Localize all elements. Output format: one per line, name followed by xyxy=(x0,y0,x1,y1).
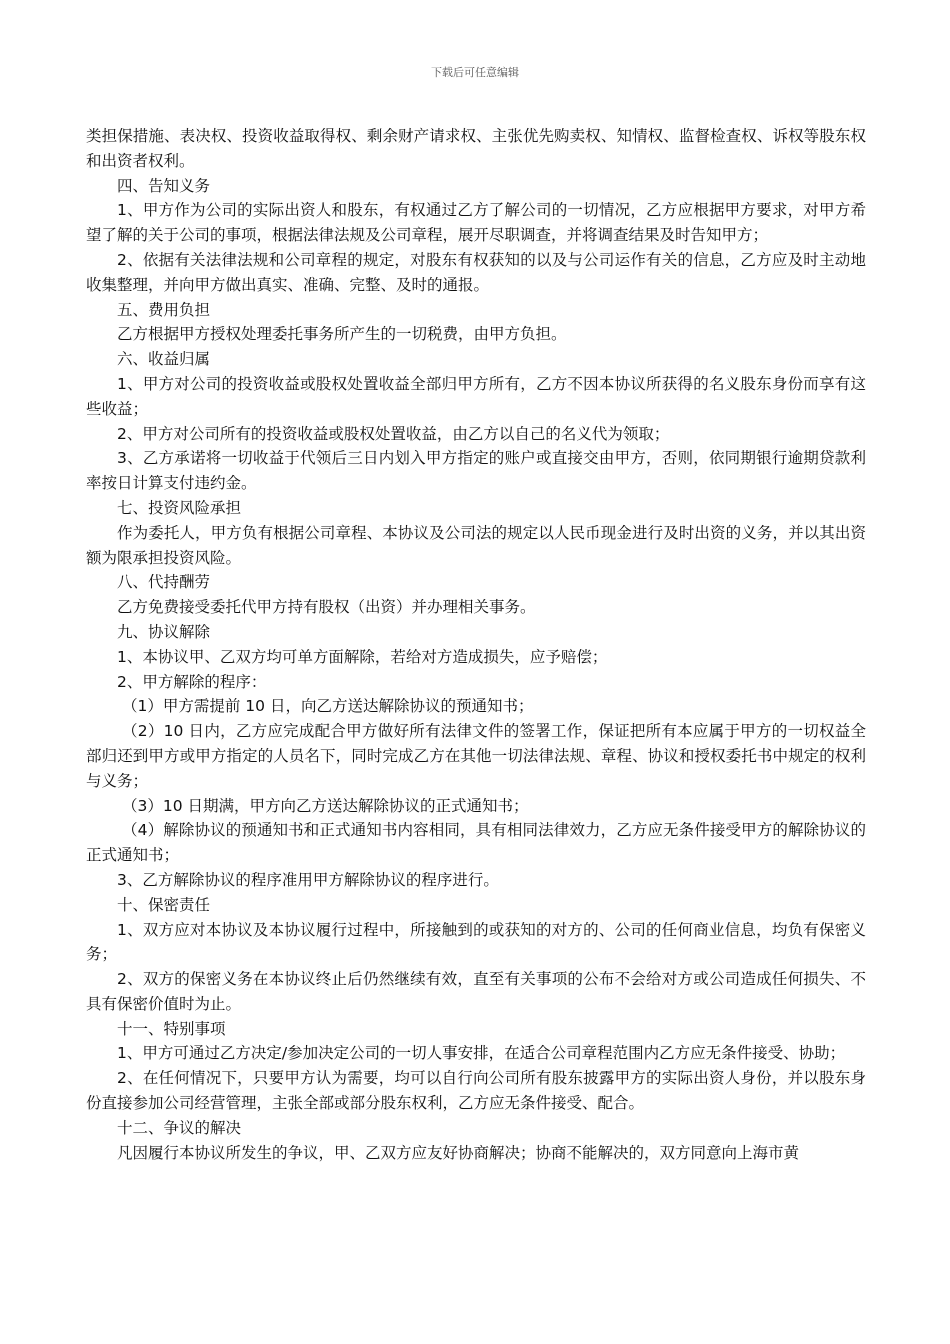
document-paragraph: 3、乙方承诺将一切收益于代领后三日内划入甲方指定的账户或直接交由甲方，否则，依同期银行逾期贷款利率按日计算支付违约金。 xyxy=(86,449,866,493)
document-paragraph: 1、双方应对本协议及本协议履行过程中，所接触到的或获知的对方的、公司的任何商业信息，均负有保密义务； xyxy=(86,920,866,964)
document-paragraph: 六、收益归属 xyxy=(117,350,211,369)
document-paragraph: 2、甲方对公司所有的投资收益或股权处置收益，由乙方以自己的名义代为领取； xyxy=(117,424,670,443)
document-paragraph: 九、协议解除 xyxy=(117,622,211,641)
document-paragraph: （3）10 日期满，甲方向乙方送达解除协议的正式通知书； xyxy=(122,796,529,815)
document-paragraph: 2、依据有关法律法规和公司章程的规定，对股东有权获知的以及与公司运作有关的信息，乙方应及时主动地收集整理，并向甲方做出真实、准确、完整、及时的通报。 xyxy=(86,250,866,294)
document-paragraph: 乙方根据甲方授权处理委托事务所产生的一切税费，由甲方负担。 xyxy=(117,325,567,344)
document-paragraph: 十一、特别事项 xyxy=(117,1019,226,1038)
page-header-note: 下载后可任意编辑 xyxy=(431,66,519,79)
document-paragraph: （1）甲方需提前 10 日，向乙方送达解除协议的预通知书； xyxy=(122,697,534,716)
document-paragraph: 1、甲方对公司的投资收益或股权处置收益全部归甲方所有，乙方不因本协议所获得的名义股东身份而享有这些收益； xyxy=(86,374,866,418)
document-paragraph: 十、保密责任 xyxy=(117,895,211,914)
document-paragraph: 乙方免费接受委托代甲方持有股权（出资）并办理相关事务。 xyxy=(117,598,536,617)
document-paragraph: 类担保措施、表决权、投资收益取得权、剩余财产请求权、主张优先购卖权、知情权、监督检查权、诉权等股东权和出资者权利。 xyxy=(86,127,866,170)
document-paragraph: 2、双方的保密义务在本协议终止后仍然继续有效，直至有关事项的公布不会给对方或公司造成任何损失、不具有保密价值时为止。 xyxy=(86,970,866,1013)
document-paragraph: 3、乙方解除协议的程序准用甲方解除协议的程序进行。 xyxy=(117,870,499,889)
document-paragraph: 凡因履行本协议所发生的争议，甲、乙双方应友好协商解决；协商不能解决的，双方同意向上海市黄 xyxy=(117,1143,800,1162)
document-paragraph: 八、代持酬劳 xyxy=(117,573,211,592)
document-paragraph: 1、本协议甲、乙双方均可单方面解除，若给对方造成损失，应予赔偿； xyxy=(117,647,608,666)
document-paragraph: 十二、争议的解决 xyxy=(117,1118,242,1137)
document-paragraph: 七、投资风险承担 xyxy=(117,498,242,517)
document-paragraph: （2）10 日内，乙方应完成配合甲方做好所有法律文件的签署工作，保证把所有本应属于甲方的一切权益全部归还到甲方或甲方指定的人员名下，同时完成乙方在其他一切法律法规、章程、协议和授权委托书中规定的权利与义务； xyxy=(86,722,866,790)
document-paragraph: （4）解除协议的预通知书和正式通知书内容相同，具有相同法律效力，乙方应无条件接受甲方的解除协议的正式通知书； xyxy=(86,821,866,865)
document-body xyxy=(86,124,866,1165)
document-paragraph: 2、在任何情况下，只要甲方认为需要，均可以自行向公司所有股东披露甲方的实际出资人身份，并以股东身份直接参加公司经营管理，主张全部或部分股东权利，乙方应无条件接受、配合。 xyxy=(86,1069,866,1113)
document-paragraph: 五、费用负担 xyxy=(117,300,211,319)
document-paragraph: 作为委托人，甲方负有根据公司章程、本协议及公司法的规定以人民币现金进行及时出资的义务，并以其出资额为限承担投资风险。 xyxy=(86,523,866,567)
document-paragraph: 2、甲方解除的程序： xyxy=(117,672,267,691)
document-paragraph: 1、甲方作为公司的实际出资人和股东，有权通过乙方了解公司的一切情况，乙方应根据甲方要求，对甲方希望了解的关于公司的事项，根据法律法规及公司章程，展开尽职调查，并将调查结果及时告知甲方； xyxy=(86,201,866,245)
document-paragraph: 1、甲方可通过乙方决定/参加决定公司的一切人事安排，在适合公司章程范围内乙方应无条件接受、协助； xyxy=(117,1044,846,1063)
document-paragraph: 四、告知义务 xyxy=(117,176,211,195)
